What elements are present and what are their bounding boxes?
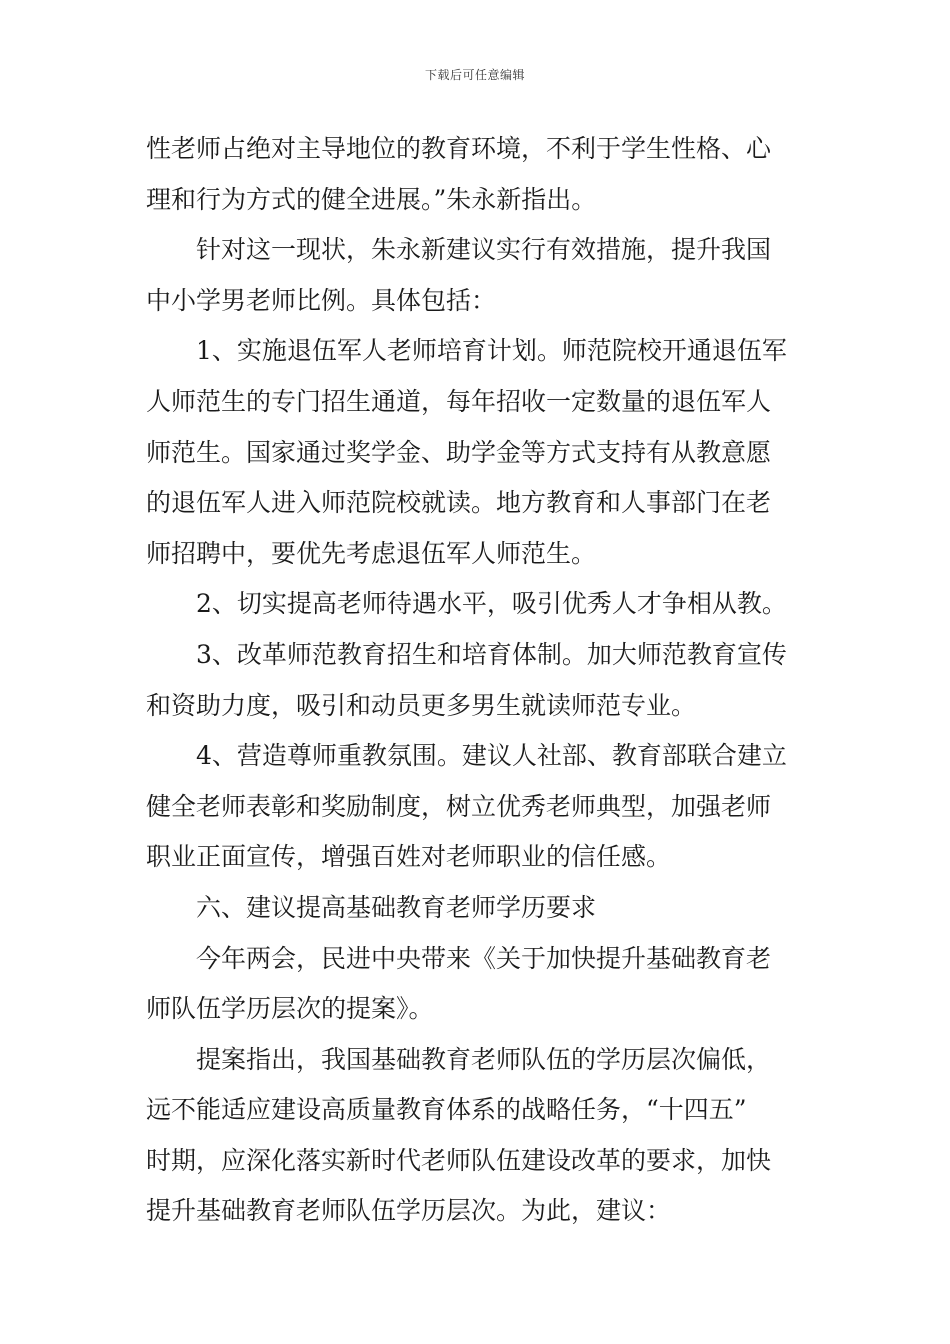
text-line: 师招聘中，要优先考虑退伍军人师范生。 [146, 538, 597, 568]
text-line: 职业正面宣传，增强百姓对老师职业的信任感。 [146, 842, 672, 872]
text-line: 理和行为方式的健全进展。”朱永新指出。 [146, 184, 597, 214]
text-line: 1、实施退伍军人老师培育计划。师范院校开通退伍军 [196, 336, 787, 366]
text-line: 师队伍学历层次的提案》。 [146, 994, 434, 1024]
text-line: 性老师占绝对主导地位的教育环境，不利于学生性格、心 [146, 134, 772, 163]
text-line: 提升基础教育老师队伍学历层次。为此，建议： [146, 1196, 672, 1226]
text-line: 和资助力度，吸引和动员更多男生就读师范专业。 [146, 690, 697, 720]
page-header: 下载后可任意编辑 [424, 68, 525, 82]
text-line: 人师范生的专门招生通道，每年招收一定数量的退伍军人 [146, 386, 772, 416]
text-line: 今年两会，民进中央带来《关于加快提升基础教育老 [196, 943, 772, 973]
text-line: 的退伍军人进入师范院校就读。地方教育和人事部门在老 [146, 488, 772, 518]
paragraph-4 [146, 579, 806, 630]
paragraph-7 [146, 934, 806, 1035]
text-line: 针对这一现状，朱永新建议实行有效措施，提升我国 [196, 235, 772, 265]
text-line: 2、切实提高老师待遇水平，吸引优秀人才争相从教。 [196, 589, 787, 619]
paragraph-6 [146, 731, 806, 883]
text-line: 中小学男老师比例。具体包括： [146, 285, 497, 315]
text-line: 3、改革师范教育招生和培育体制。加大师范教育宣传 [196, 639, 787, 669]
paragraph-5 [146, 630, 806, 731]
text-line: 4、营造尊师重教氛围。建议人社部、教育部联合建立 [196, 741, 787, 771]
section-heading [146, 883, 806, 934]
text-line: 时期，应深化落实新时代老师队伍建设改革的要求，加快 [146, 1145, 772, 1175]
paragraph-3 [146, 326, 806, 579]
paragraph-8 [146, 1035, 806, 1237]
text-line: 健全老师表彰和奖励制度，树立优秀老师典型，加强老师 [146, 791, 772, 821]
paragraph-1 [146, 124, 806, 225]
text-line: 师范生。国家通过奖学金、助学金等方式支持有从教意愿 [146, 437, 772, 467]
text-line: 提案指出，我国基础教育老师队伍的学历层次偏低， [196, 1044, 772, 1074]
document-body [146, 124, 806, 1237]
paragraph-2 [146, 225, 806, 326]
text-line: 远不能适应建设高质量教育体系的战略任务，“十四五” [146, 1095, 747, 1125]
text-line: 六、建议提高基础教育老师学历要求 [196, 892, 597, 922]
